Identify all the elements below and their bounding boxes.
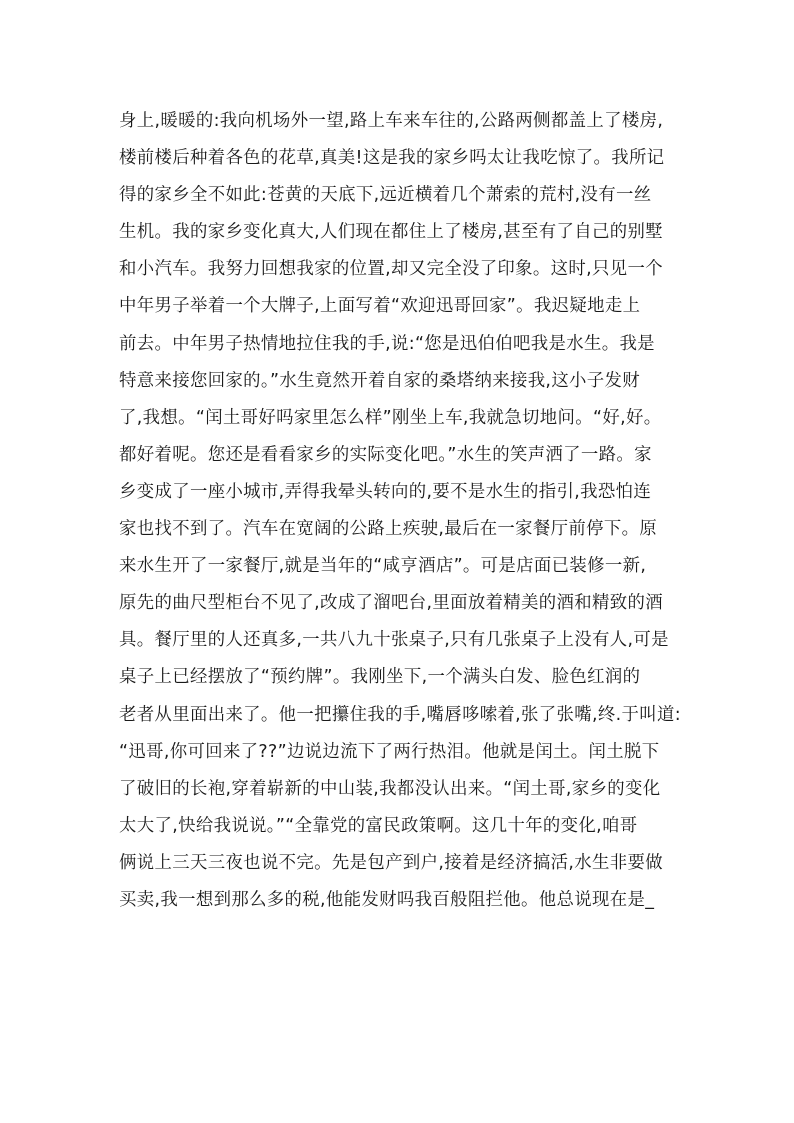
text-line: “迅哥,你可回来了??”边说边流下了两行热泪。他就是闰土。闰土脱下 bbox=[119, 741, 660, 762]
text-line: 原先的曲尺型柜台不见了,改成了溜吧台,里面放着精美的酒和精致的酒 bbox=[119, 593, 663, 614]
text-line: 具。餐厅里的人还真多,一共八九十张桌子,只有几张桌子上没有人,可是 bbox=[119, 630, 669, 651]
text-line: 买卖,我一想到那么多的税,他能发财吗我百般阻拦他。他总说现在是_ bbox=[119, 889, 655, 910]
text-line: 得的家乡全不如此:苍黄的天底下,远近横着几个萧索的荒村,没有一丝 bbox=[119, 185, 652, 206]
text-line: 楼前楼后种着各色的花草,真美!这是我的家乡吗太让我吃惊了。我所记 bbox=[119, 148, 665, 169]
text-line: 乡变成了一座小城市,弄得我晕头转向的,要不是水生的指引,我恐怕连 bbox=[119, 481, 652, 502]
text-line: 了破旧的长袍,穿着崭新的中山装,我都没认出来。“闰土哥,家乡的变化 bbox=[119, 778, 661, 799]
text-line: 太大了,快给我说说。”“全靠党的富民政策啊。这几十年的变化,咱哥 bbox=[119, 815, 638, 836]
text-line: 和小汽车。我努力回想我家的位置,却又完全没了印象。这时,只见一个 bbox=[119, 259, 663, 280]
text-line: 了,我想。“闰土哥好吗家里怎么样”刚坐上车,我就急切地问。“好,好。 bbox=[119, 407, 662, 428]
text-line: 特意来接您回家的。”水生竟然开着自家的桑塔纳来接我,这小子发财 bbox=[119, 370, 641, 391]
text-line: 身上,暖暖的:我向机场外一望,路上车来车往的,公路两侧都盖上了楼房, bbox=[119, 111, 664, 131]
text-line: 生机。我的家乡变化真大,人们现在都住上了楼房,甚至有了自己的别墅 bbox=[119, 222, 663, 243]
text-line: 都好着呢。您还是看看家乡的实际变化吧。”水生的笑声洒了一路。家 bbox=[119, 444, 652, 465]
text-line: 家也找不到了。汽车在宽阔的公路上疾驶,最后在一家餐厅前停下。原 bbox=[119, 519, 658, 540]
text-line: 前去。中年男子热情地拉住我的手,说:“您是迅伯伯吧我是水生。我是 bbox=[119, 333, 655, 354]
text-line: 俩说上三天三夜也说不完。先是包产到户,接着是经济搞活,水生非要做 bbox=[119, 852, 663, 873]
text-line: 桌子上已经摆放了“预约牌”。我刚坐下,一个满头白发、脸色红润的 bbox=[119, 667, 641, 688]
text-line: 中年男子举着一个大牌子,上面写着“欢迎迅哥回家”。我迟疑地走上 bbox=[119, 296, 641, 317]
text-line: 来水生开了一家餐厅,就是当年的“咸亨酒店”。可是店面已装修一新, bbox=[119, 556, 647, 577]
story-text bbox=[119, 103, 681, 919]
text-line: 老者从里面出来了。他一把攥住我的手,嘴唇哆嗦着,张了张嘴,终.于叫道: bbox=[119, 704, 681, 725]
